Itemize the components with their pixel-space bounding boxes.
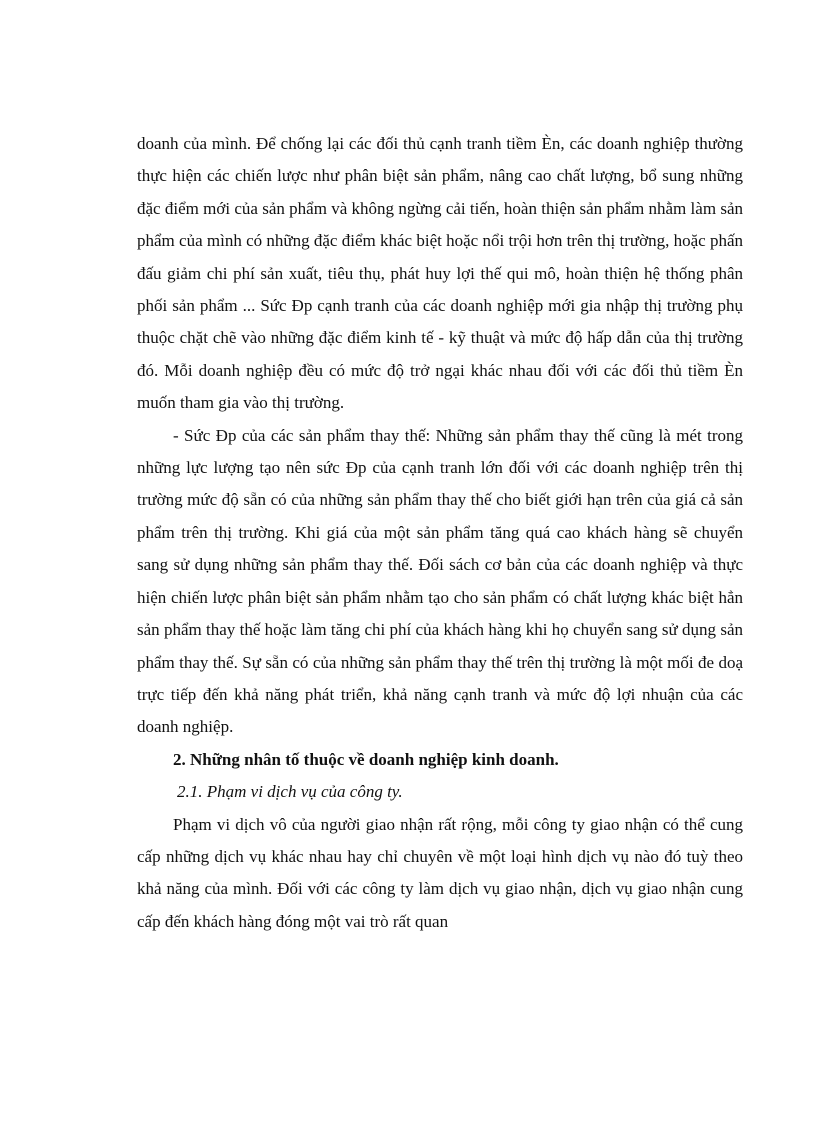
body-paragraph-service-scope: Phạm vi dịch vô của người giao nhận rất rộng, mỗi công ty giao nhận có thể cung cấp những dịch vụ khác nhau hay chỉ chuyên về một loại hình dịch vụ nào đó tuỳ theo khả năng của mình. Đối với các công ty làm dịch vụ giao nhận, dịch vụ giao nhận cung cấp đến khách hàng đóng một vai trò rất quan: [137, 814, 743, 931]
body-paragraph-continuation: doanh của mình. Để chống lại các đối thủ cạnh tranh tiềm Èn, các doanh nghiệp thường thực hiện các chiến lược như phân biệt sản phẩm, nâng cao chất lượng, bổ sung những đặc điểm mới của sản phẩm và không ngừng cải tiến, hoàn thiện sản phẩm nhằm làm sản phẩm của mình có những đặc điểm khác biệt hoặc nổi trội hơn trên thị trường, hoặc phấn đấu giảm chi phí sản xuất, tiêu thụ, phát huy lợi thế qui mô, hoàn thiện hệ thống phân phối sản phẩm ... Sức Ðp cạnh tranh của các doanh nghiệp mới gia nhập thị trường phụ thuộc chặt chẽ vào những đặc điểm kinh tế - kỹ thuật và mức độ hấp dẫn của thị trường đó. Mỗi doanh nghiệp đều có mức độ trở ngại khác nhau đối với các đối thủ tiềm Èn muốn tham gia vào thị trường.: [137, 134, 743, 413]
body-paragraph-substitute-products: - Sức Ðp của các sản phẩm thay thế: Những sản phẩm thay thế cũng là mét trong những lực lượng tạo nên sức Ðp của cạnh tranh lớn đối với các doanh nghiệp trên thị trường mức độ sẵn có của những sản phẩm thay thế cho biết giới hạn trên của giá cả sản phẩm trên thị trường. Khi giá của một sản phẩm tăng quá cao khách hàng sẽ chuyển sang sử dụng những sản phẩm thay thế. Đối sách cơ bản của các doanh nghiệp và thực hiện chiến lược phân biệt sản phẩm nhằm tạo cho sản phẩm có chất lượng khác biệt hẳn sản phẩm thay thế hoặc làm tăng chi phí của khách hàng khi họ chuyển sang sử dụng sản phẩm thay thế. Sự sẵn có của những sản phẩm thay thế trên thị trường là một mối đe doạ trực tiếp đến khả năng phát triển, khả năng cạnh tranh và mức độ lợi nhuận của các doanh nghiệp.: [137, 425, 743, 737]
document-body: [137, 128, 743, 938]
section-heading: 2. Những nhân tố thuộc về doanh nghiệp kinh doanh.: [173, 749, 559, 769]
subsection-heading: 2.1. Phạm vi dịch vụ của công ty.: [177, 782, 403, 802]
